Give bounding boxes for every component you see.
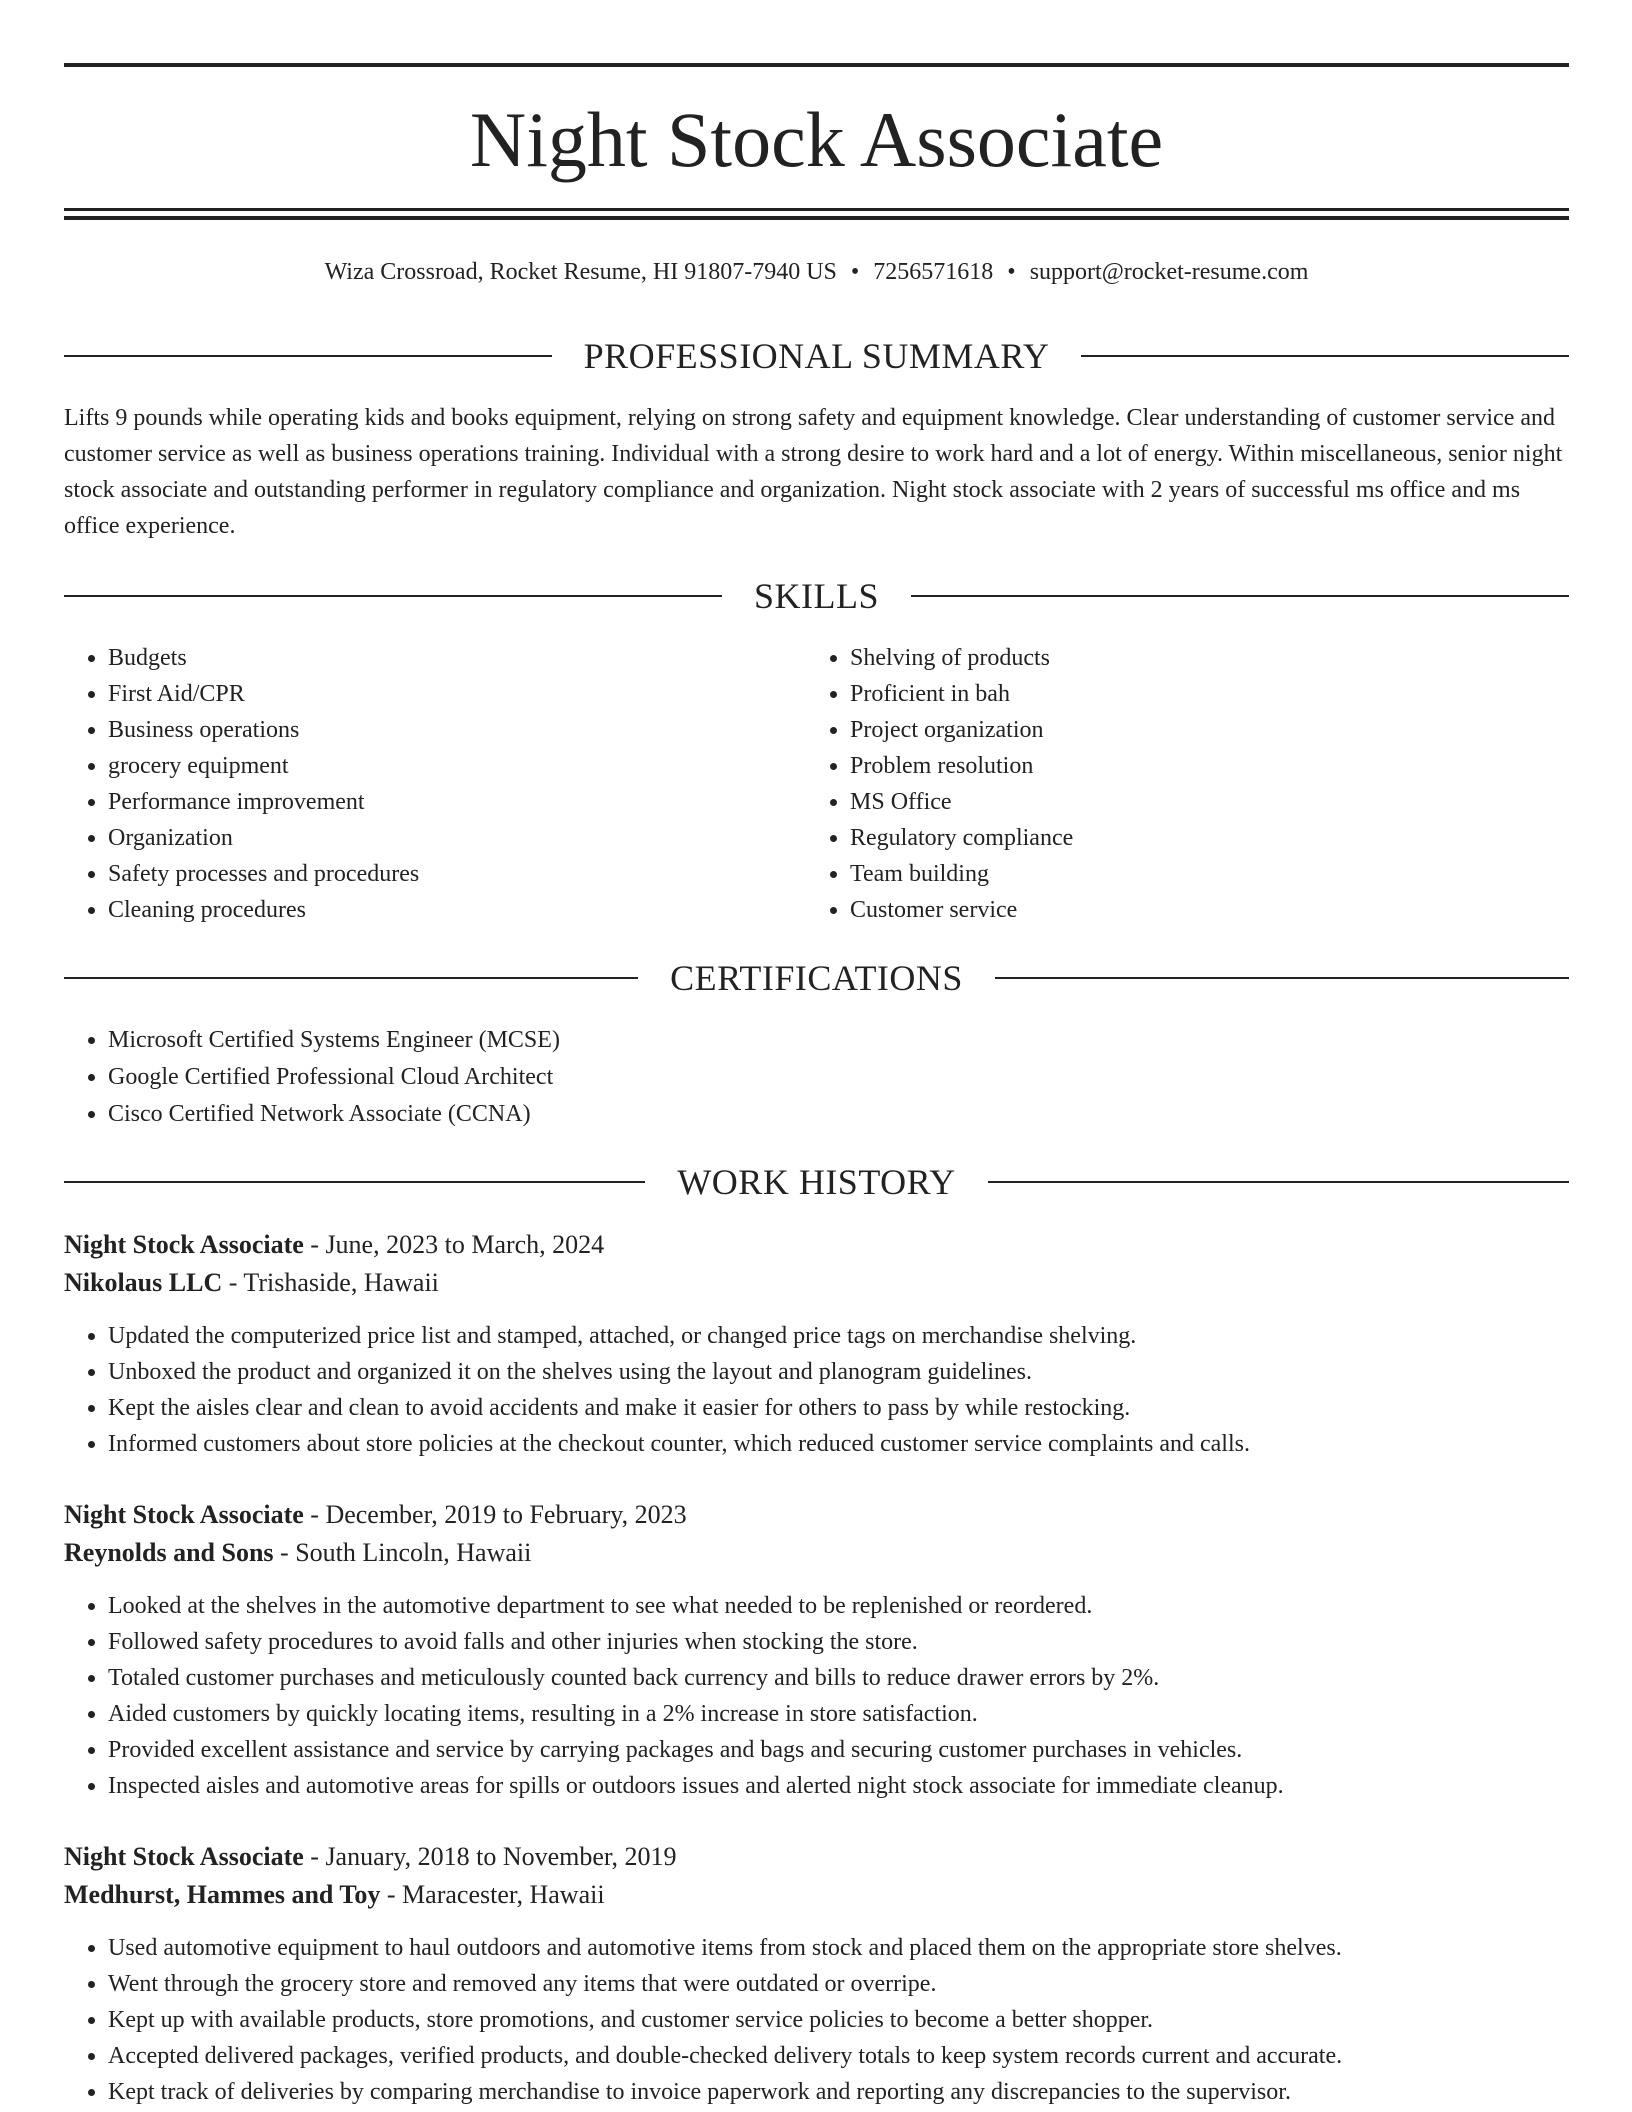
- section-title: CERTIFICATIONS: [670, 958, 963, 998]
- skill-item: • Customer service: [850, 892, 1566, 928]
- job-location: - South Lincoln, Hawaii: [273, 1538, 532, 1567]
- job-dates: - June, 2023 to March, 2024: [303, 1230, 605, 1259]
- job-duty-item: • Updated the computerized price list and stamped, attached, or changed price tags on merchandise shelving.: [108, 1318, 1569, 1354]
- job-duty-item: • Aided customers by quickly locating items, resulting in a 2% increase in store satisfaction.: [108, 1696, 1569, 1732]
- skills-column-left: [64, 640, 804, 928]
- section-rule: [911, 595, 1569, 597]
- job-entry: [64, 1838, 1569, 2110]
- job-title: Night Stock Associate: [64, 1842, 304, 1871]
- section-rule: [1081, 355, 1569, 357]
- job-duty-item: • Went through the grocery store and removed any items that were outdated or overripe.: [108, 1966, 1569, 2002]
- job-duty-item: • Inspected aisles and automotive areas for spills or outdoors issues and alerted night stock associate for immediate cleanup.: [108, 1768, 1569, 1804]
- job-duty-item: • Accepted delivered packages, verified products, and double-checked delivery totals to keep system records current and accurate.: [108, 2038, 1569, 2074]
- certifications-list: [64, 1022, 1569, 1133]
- section-title: WORK HISTORY: [677, 1162, 956, 1202]
- job-location: - Maracester, Hawaii: [380, 1880, 605, 1909]
- section-rule: [64, 1181, 645, 1183]
- job-title-line: [64, 1838, 1569, 1876]
- skill-item: • Business operations: [108, 712, 804, 748]
- resume-name: Night Stock Associate: [469, 96, 1164, 183]
- skill-item: • Regulatory compliance: [850, 820, 1566, 856]
- contact-line: [64, 254, 1569, 290]
- job-duty-item: • Kept the aisles clear and clean to avoid accidents and make it easier for others to pass by while restocking.: [108, 1390, 1569, 1426]
- job-duties-list: [64, 1318, 1569, 1462]
- job-company-line: [64, 1534, 1569, 1572]
- skill-item: • Proficient in bah: [850, 676, 1566, 712]
- job-title: Night Stock Associate: [64, 1230, 304, 1259]
- section-rule: [995, 977, 1569, 979]
- skills-list: [806, 640, 1566, 928]
- skill-item: • Organization: [108, 820, 804, 856]
- contact-email: support@rocket-resume.com: [1029, 259, 1309, 285]
- header-rule-lower: [64, 216, 1569, 220]
- skill-item: • Budgets: [108, 640, 804, 676]
- summary-text: Lifts 9 pounds while operating kids and books equipment, relying on strong safety and equipment knowledge. Clear understanding of customer service and customer service as well as business operations training. Individual with a strong desire to work hard and a lot of energy. Within miscellaneous, senior night stock associate and outstanding performer in regulatory compliance and organization. Night stock associate with 2 years of successful ms office and ms office experience.: [64, 405, 1563, 539]
- job-company: Nikolaus LLC: [64, 1268, 223, 1297]
- job-dates: - December, 2019 to February, 2023: [303, 1500, 687, 1529]
- job-duty-item: • Kept up with available products, store promotions, and customer service policies to become a better shopper.: [108, 2002, 1569, 2038]
- skills-column-right: [806, 640, 1566, 928]
- contact-separator: •: [850, 259, 860, 285]
- job-title-line: [64, 1226, 1569, 1264]
- job-duty-item: • Unboxed the product and organized it on the shelves using the layout and planogram guidelines.: [108, 1354, 1569, 1390]
- job-title: Night Stock Associate: [64, 1500, 304, 1529]
- contact-address: Wiza Crossroad, Rocket Resume, HI 91807-7940 US: [324, 259, 837, 285]
- header-rule-upper: [64, 208, 1569, 211]
- section-title: SKILLS: [754, 576, 880, 616]
- job-company-line: [64, 1876, 1569, 1914]
- skill-item: • Shelving of products: [850, 640, 1566, 676]
- section-title: PROFESSIONAL SUMMARY: [583, 336, 1050, 376]
- job-duty-item: • Used automotive equipment to haul outdoors and automotive items from stock and placed them on the appropriate store shelves.: [108, 1930, 1569, 1966]
- job-title-line: [64, 1496, 1569, 1534]
- skill-item: • grocery equipment: [108, 748, 804, 784]
- job-dates: - January, 2018 to November, 2019: [303, 1842, 677, 1871]
- section-rule: [64, 355, 552, 357]
- job-location: - Trishaside, Hawaii: [222, 1268, 439, 1297]
- certification-item: • Microsoft Certified Systems Engineer (MCSE): [108, 1022, 1569, 1059]
- job-company: Medhurst, Hammes and Toy: [64, 1880, 381, 1909]
- skill-item: • MS Office: [850, 784, 1566, 820]
- certification-item: • Google Certified Professional Cloud Architect: [108, 1059, 1569, 1096]
- job-duty-item: • Kept track of deliveries by comparing merchandise to invoice paperwork and reporting any discrepancies to the supervisor.: [108, 2074, 1569, 2110]
- job-duty-item: • Followed safety procedures to avoid falls and other injuries when stocking the store.: [108, 1624, 1569, 1660]
- section-rule: [988, 1181, 1569, 1183]
- section-header-skills: [64, 574, 1569, 618]
- skill-item: • Safety processes and procedures: [108, 856, 804, 892]
- contact-separator: •: [1007, 259, 1016, 285]
- section-rule: [64, 977, 638, 979]
- skills-list: [64, 640, 804, 928]
- section-header-summary: [64, 334, 1569, 378]
- job-duties-list: [64, 1930, 1569, 2110]
- top-rule: [64, 63, 1569, 67]
- job-entry: [64, 1226, 1569, 1462]
- job-duty-item: • Looked at the shelves in the automotive department to see what needed to be replenished or reordered.: [108, 1588, 1569, 1624]
- contact-phone: 7256571618: [873, 259, 994, 285]
- skill-item: • Cleaning procedures: [108, 892, 804, 928]
- section-rule: [64, 595, 722, 597]
- job-duty-item: • Provided excellent assistance and service by carrying packages and bags and securing customer purchases in vehicles.: [108, 1732, 1569, 1768]
- job-duty-item: • Totaled customer purchases and meticulously counted back currency and bills to reduce drawer errors by 2%.: [108, 1660, 1569, 1696]
- job-duty-item: • Informed customers about store policies at the checkout counter, which reduced customer service complaints and calls.: [108, 1426, 1569, 1462]
- job-company: Reynolds and Sons: [64, 1538, 274, 1567]
- skill-item: • Problem resolution: [850, 748, 1566, 784]
- certification-item: • Cisco Certified Network Associate (CCNA): [108, 1096, 1569, 1133]
- section-header-certifications: [64, 956, 1569, 1000]
- job-company-line: [64, 1264, 1569, 1302]
- job-entry: [64, 1496, 1569, 1804]
- skill-item: • Performance improvement: [108, 784, 804, 820]
- job-duties-list: [64, 1588, 1569, 1804]
- skill-item: • First Aid/CPR: [108, 676, 804, 712]
- section-header-work-history: [64, 1160, 1569, 1204]
- skill-item: • Team building: [850, 856, 1566, 892]
- skill-item: • Project organization: [850, 712, 1566, 748]
- certifications-block: [64, 1022, 1569, 1133]
